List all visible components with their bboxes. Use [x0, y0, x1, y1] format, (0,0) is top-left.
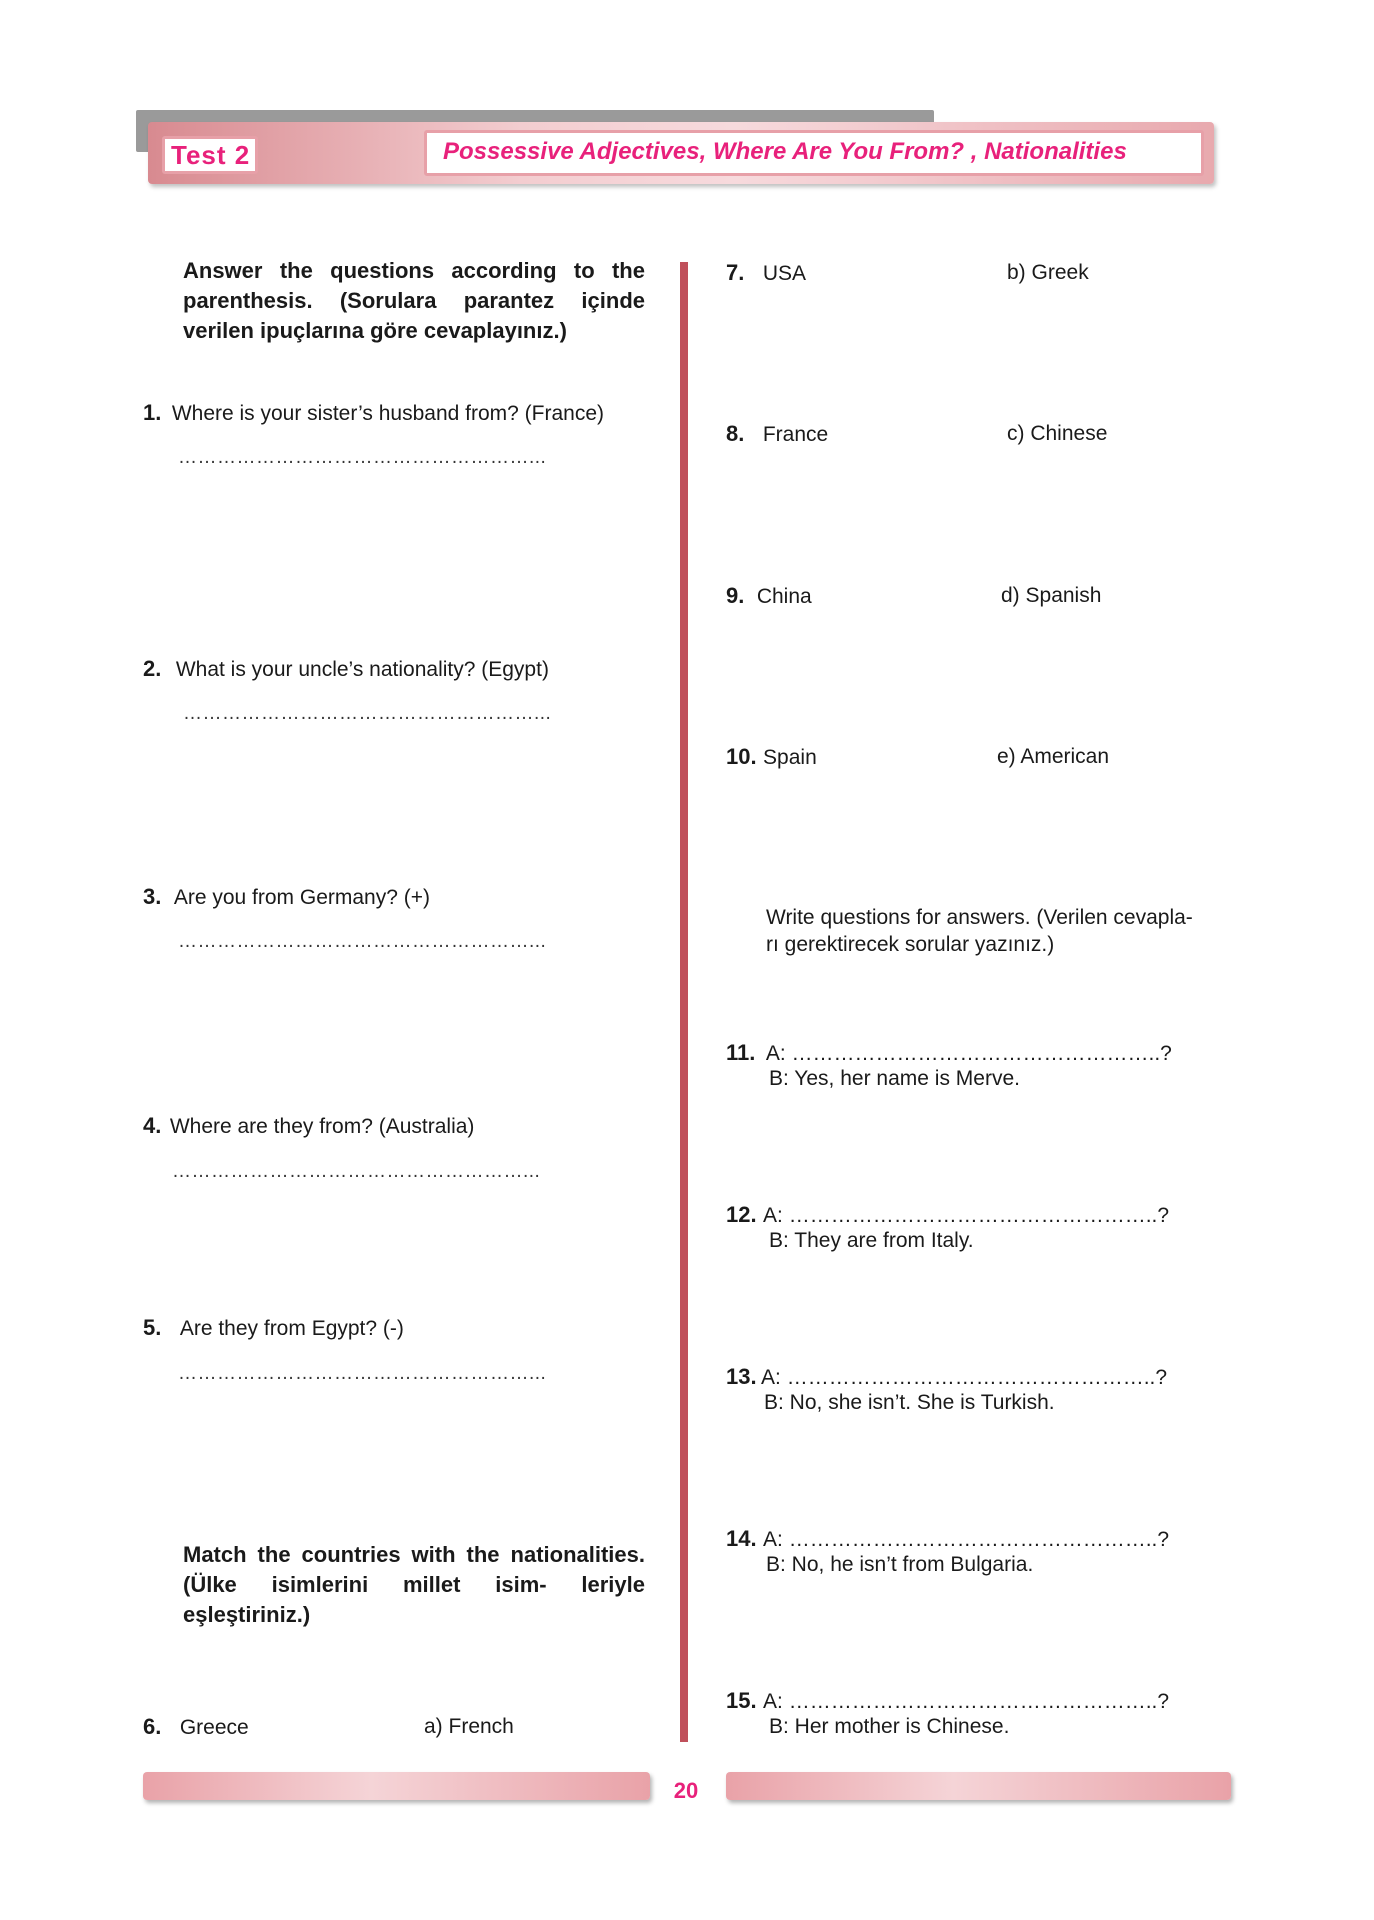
- page-number: 20: [673, 1778, 699, 1803]
- question-1: [143, 400, 604, 426]
- question-text: Where are they from? (Australia): [169, 1115, 475, 1138]
- question-5: [143, 1315, 404, 1341]
- question-number: 2.: [143, 656, 162, 681]
- dialog-question-line[interactable]: A: ……………………………………………..?: [765, 1042, 1172, 1065]
- dialog-12: [726, 1202, 1169, 1228]
- question-4: [143, 1113, 474, 1139]
- dialog-15: [726, 1688, 1169, 1714]
- match-9: [726, 583, 812, 609]
- question-3: [143, 884, 430, 910]
- test-label: Test 2: [162, 136, 258, 174]
- question-number: 3.: [143, 884, 162, 909]
- question-number: 5.: [143, 1315, 162, 1340]
- question-number: 4.: [143, 1113, 162, 1138]
- match-nationality: a) French: [424, 1715, 514, 1738]
- question-2: [143, 656, 549, 682]
- match-country: Spain: [763, 746, 817, 769]
- instruction-answer-questions: Answer the questions according to the parenthesis. (Sorulara parantez içinde verilen ipuçlarına göre cevaplayınız.): [183, 258, 645, 343]
- dialog-answer: B: Yes, her name is Merve.: [769, 1067, 1020, 1090]
- match-number: 6.: [143, 1714, 162, 1739]
- match-7: [726, 260, 806, 286]
- answer-line-2[interactable]: ………………………………………………...: [183, 703, 552, 724]
- dialog-number: 13.: [726, 1364, 757, 1389]
- dialog-question-line[interactable]: A: ……………………………………………..?: [763, 1528, 1170, 1551]
- question-text: Are you from Germany? (+): [173, 886, 430, 909]
- dialog-number: 14.: [726, 1526, 757, 1551]
- column-divider: [680, 262, 688, 1742]
- match-country: China: [756, 585, 812, 608]
- answer-line-5[interactable]: ………………………………………………...: [178, 1363, 547, 1384]
- instruction-write-questions-line2: rı gerektirecek sorular yazınız.): [766, 933, 1055, 956]
- dialog-11: [726, 1040, 1172, 1066]
- match-10: [726, 744, 817, 770]
- dialog-number: 11.: [726, 1040, 756, 1065]
- dialog-answer: B: No, she isn’t. She is Turkish.: [764, 1391, 1055, 1414]
- answer-line-4[interactable]: ………………………………………………...: [172, 1161, 541, 1182]
- match-country: USA: [762, 262, 806, 285]
- match-country: France: [762, 423, 829, 446]
- dialog-13: [726, 1364, 1167, 1390]
- instruction-match: Match the countries with the nationalities. (Ülke isimlerini millet isim- leriyle eşleştiriniz.): [183, 1542, 645, 1627]
- dialog-answer: B: Her mother is Chinese.: [769, 1715, 1010, 1738]
- question-text: Are they from Egypt? (-): [179, 1317, 404, 1340]
- match-number: 9.: [726, 583, 745, 608]
- dialog-question-line[interactable]: A: ……………………………………………..?: [761, 1366, 1168, 1389]
- match-nationality: c) Chinese: [1007, 422, 1108, 445]
- match-nationality: b) Greek: [1007, 261, 1089, 284]
- question-number: 1.: [143, 400, 162, 425]
- dialog-question-line[interactable]: A: ……………………………………………..?: [763, 1690, 1170, 1713]
- match-nationality: d) Spanish: [1001, 584, 1102, 607]
- match-6: [143, 1714, 249, 1740]
- question-text: Where is your sister’s husband from? (France): [171, 402, 605, 425]
- answer-line-3[interactable]: ………………………………………………...: [178, 931, 547, 952]
- dialog-14: [726, 1526, 1169, 1552]
- match-number: 7.: [726, 260, 745, 285]
- dialog-answer: B: No, he isn’t from Bulgaria.: [766, 1553, 1034, 1576]
- match-country: Greece: [179, 1716, 249, 1739]
- instruction-write-questions-line1: Write questions for answers. (Verilen cevapla-: [766, 906, 1193, 929]
- dialog-number: 15.: [726, 1688, 757, 1713]
- dialog-question-line[interactable]: A: ……………………………………………..?: [763, 1204, 1170, 1227]
- page-title: Possessive Adjectives, Where Are You From? , Nationalities: [424, 130, 1204, 176]
- answer-line-1[interactable]: ………………………………………………...: [178, 447, 547, 468]
- match-8: [726, 421, 828, 447]
- footer-bar-right: [726, 1772, 1231, 1800]
- match-number: 8.: [726, 421, 745, 446]
- match-nationality: e) American: [997, 745, 1110, 768]
- question-text: What is your uncle’s nationality? (Egypt): [175, 658, 549, 681]
- dialog-answer: B: They are from Italy.: [769, 1229, 974, 1252]
- dialog-number: 12.: [726, 1202, 757, 1227]
- footer-bar-left: [143, 1772, 650, 1800]
- match-number: 10.: [726, 744, 757, 769]
